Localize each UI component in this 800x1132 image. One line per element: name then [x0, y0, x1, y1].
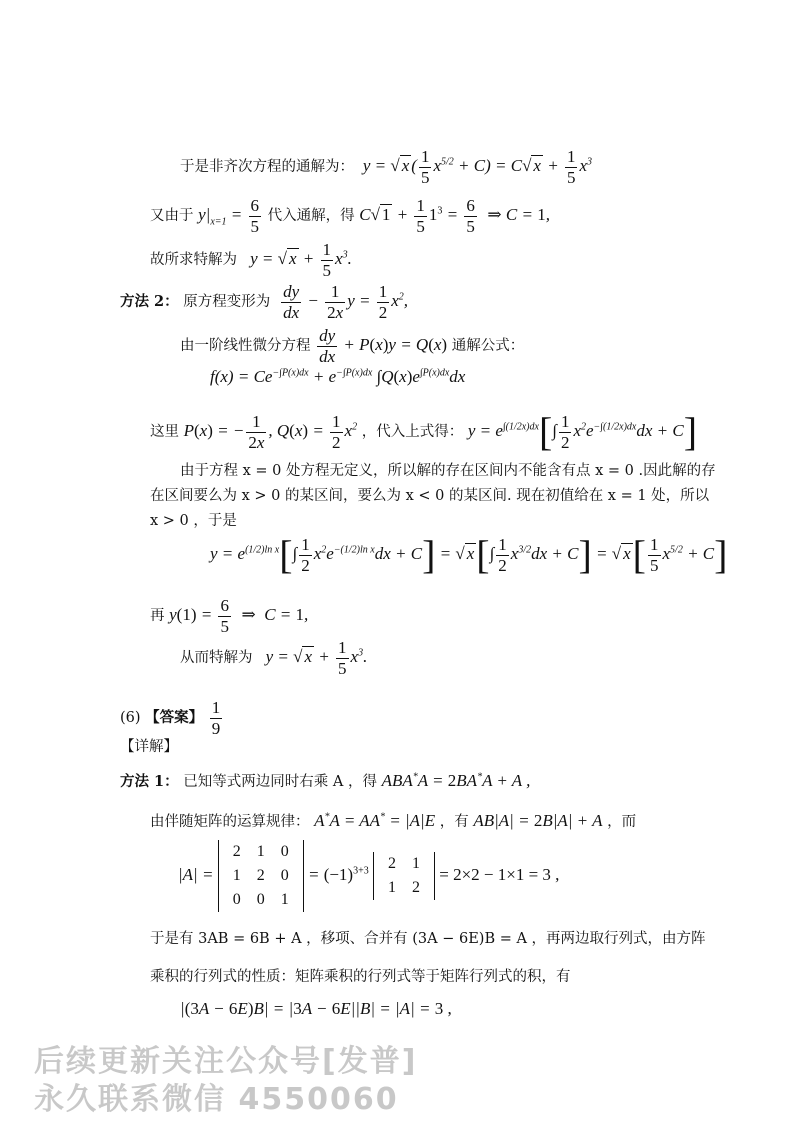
adjugate-text-b: ，有 [439, 814, 469, 830]
substitution-formula-b: $y = e^{\int(1/2x)dx}[\int$ $\frac{1}{2}$ $x^2e^{-\int(1/2x)dx}dx + C$] [467, 409, 698, 455]
adjugate-formula-b: AB|A| = 2B|A| + A [473, 811, 603, 830]
constant-text: 再 [150, 607, 165, 624]
constant-line [150, 596, 308, 636]
general-solution-line [180, 147, 592, 187]
particular-solution-text: 故所求特解为 [150, 251, 237, 268]
substitution-formula-a: P(x) = − $\frac{1}{2x}$ , Q(x) = $\frac{1}{2}$ $x^2$ [183, 412, 358, 452]
final-solution-text: 从而特解为 [180, 649, 253, 666]
paragraph-line-4: 于是有 3AB = 6B + A ，移项、合并有 (3A − 6E)B = A ，再两边取行列式，由方阵 [150, 931, 706, 947]
method1-label: 方法 1： [120, 773, 179, 790]
method1-formula: ABA*A = 2BA*A + A , [381, 771, 531, 790]
watermark-line-1: 后续更新关注公众号[发普] [34, 1044, 418, 1079]
general-solution-formula: y = √ x ( $\frac{1}{5}$ $x^{5/2} + C) = C√$ x + $\frac{1}{5}$ $x^3$ [358, 147, 592, 187]
initial-condition-text-b: 代入通解，得 [267, 207, 355, 224]
method1-line [120, 772, 530, 790]
paragraph-line-5: 乘积的行列式的性质：矩阵乘积的行列式等于矩阵行列式的积，有 [150, 969, 571, 985]
adjugate-text-a: 由伴随矩阵的运算规律： [150, 814, 310, 830]
adjugate-line [150, 812, 636, 830]
particular-solution-formula: y = √ x + $\frac{1}{5}$ $x^3$. [241, 240, 352, 280]
initial-condition-formula-b: C√ 1 + $\frac{1}{5}$ $1^3$ = $\frac{6}{5}$ ⇒ C = 1, [359, 196, 550, 236]
answer-line [120, 698, 224, 738]
method1-text: 已知等式两边同时右乘 A ，得 [183, 774, 377, 790]
general-solution-text: 于是非齐次方程的通解为： [180, 158, 354, 175]
substitution-text-b: ，代入上式得： [361, 423, 464, 440]
method2-formula: $\frac{dy}{dx}$ − $\frac{1}{2x}$ y = $\frac{1}{2}$ $x^2$, [283, 282, 409, 322]
adjugate-formula-a: A*A = AA* = |A|E [314, 811, 436, 830]
answer-label: 【答案】 [145, 708, 204, 726]
substitution-text-a: 这里 [150, 423, 179, 440]
initial-condition-formula-a: $y|_{x=1}$ = $\frac{6}{5}$ [198, 196, 259, 236]
method2-text: 原方程变形为 [183, 293, 271, 310]
final-solution-formula: y = √ x + $\frac{1}{5}$ $x^3$. [257, 638, 368, 678]
linear-ode-text-a: 由一阶线性微分方程 [180, 337, 311, 354]
initial-condition-line [150, 196, 550, 236]
method2-line [120, 282, 408, 322]
linear-ode-line [180, 326, 524, 366]
general-formula: $f(x) = Ce^{-\int P(x)dx} + e^{-\int P(x)dx}$ $\int Q(x)e^{\int P(x)dx}dx$ [210, 367, 466, 386]
paragraph-line-3: x > 0 ，于是 [150, 513, 237, 529]
minor-determinant: 2 1 1 2 [373, 852, 435, 900]
adjugate-text-c: ，而 [607, 814, 637, 830]
constant-formula: y(1) = $\frac{6}{5}$ ⇒ C = 1, [169, 596, 309, 636]
matrix-determinant: 2 1 0 1 2 0 0 0 1 [218, 840, 304, 912]
answer-value: $\frac{1}{9}$ [211, 698, 221, 738]
linear-ode-formula: $\frac{dy}{dx}$ + P(x)y = Q(x) [319, 326, 448, 366]
substitution-line [150, 409, 698, 455]
particular-solution-line [150, 240, 352, 280]
determinant-line: |A| = 2 1 0 1 2 0 0 0 1 = $(-1)^{3+3}$ 2 1 1 2 = 2×2 − 1×1 = 3 , [178, 840, 559, 912]
final-solution-line [180, 638, 367, 678]
initial-condition-text-a: 又由于 [150, 207, 194, 224]
paragraph-line-2: 在区间要么为 x > 0 的某区间，要么为 x < 0 的某区间. 现在初值给在 x = 1 处，所以 [150, 488, 710, 504]
linear-ode-text-b: 通解公式： [451, 337, 525, 354]
paragraph-line-1: 由于方程 x = 0 处方程无定义，所以解的存在区间内不能含有点 x = 0 .因此解的存 [180, 463, 716, 479]
method2-label: 方法 2： [120, 292, 179, 310]
question-number: (6) [120, 709, 141, 726]
final-determinant: |(3A − 6E)B| = |3A − 6E||B| = |A| = 3 , [180, 999, 452, 1018]
integral-computation: $y = e^{(1/2)ln x}[\int$ $\frac{1}{2}$ $x^2e^{-(1/2)ln x}dx + C$] = √ x[∫ $\frac{1}{2}$ $x^{3/2}dx + C$] = √ x[ $\frac{1}{5}$ $x^{5/2} + C$] [210, 532, 728, 578]
detail-heading: 【详解】 [120, 739, 178, 755]
watermark-line-2: 永久联系微信 4550060 [34, 1082, 399, 1117]
